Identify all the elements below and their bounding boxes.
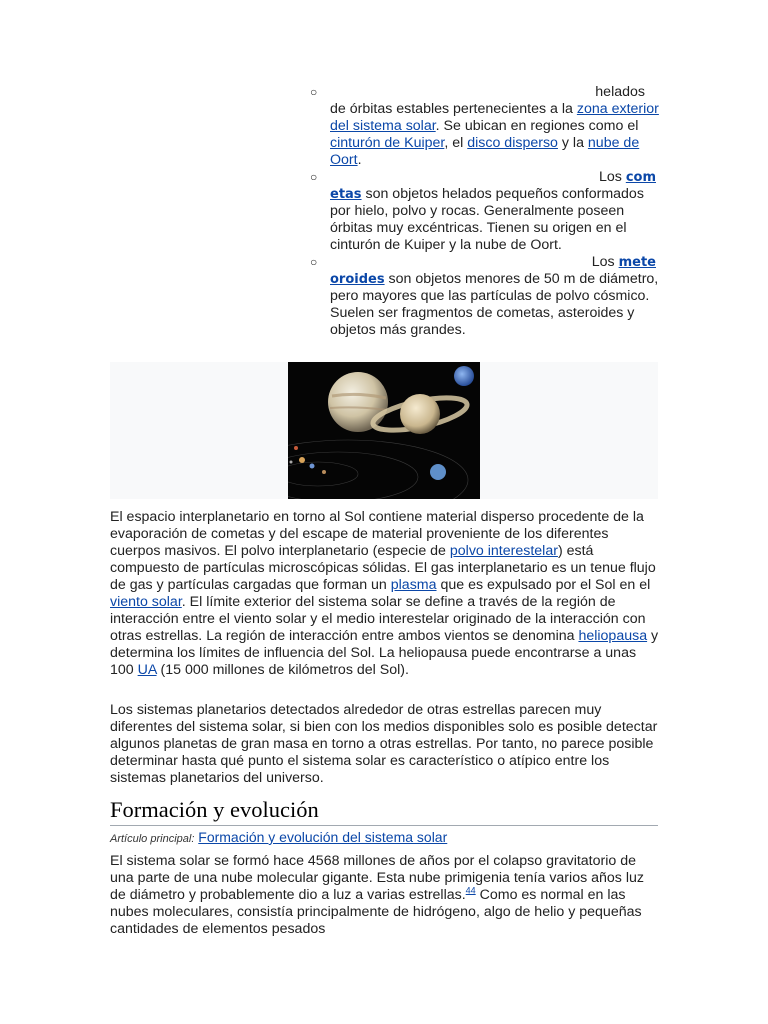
text-run: . Se ubican en regiones como el: [435, 118, 639, 134]
bold-term-link-part[interactable]: com: [625, 170, 656, 185]
list-item: [310, 254, 660, 339]
solar-system-image[interactable]: [288, 362, 480, 499]
main-article-label: Artículo principal:: [110, 833, 195, 845]
text-run: y determina los límites de influencia del Sol. La heliopausa puede encontrarse a unas 100: [110, 628, 659, 678]
text-run: El espacio interplanetario en torno al Sol contiene material disperso procedente de la evaporación de cometas y del escape de material proveniente de los diferentes cuerpos masivos. El polvo interplanetario (especie de: [110, 509, 644, 559]
inline-link[interactable]: polvo interestelar: [449, 543, 558, 559]
bold-term-link-part[interactable]: etas: [330, 187, 362, 202]
paragraph-formation: [110, 853, 660, 938]
text-run: El sistema solar se formó hace 4568 millones de años por el colapso gravitatorio de una parte de una nube molecular gigante. Esta nube primigenia tenía varios años luz de diámetro y probablemente dio a luz a varias estrellas.: [110, 853, 644, 903]
bullet-circle-icon: ○: [310, 255, 318, 269]
main-article-note: [110, 829, 447, 845]
section-heading: Formación y evolución: [110, 797, 658, 826]
paragraph-planetary-systems: [110, 702, 660, 787]
text-run: Los sistemas planetarios detectados alrededor de otras estrellas parecen muy diferentes del sistema solar, si bien con los medios disponibles solo es posible detectar algunos planetas de gran masa en torno a otras estrellas. Por tanto, no parece posible determinar hasta qué punto el sistema solar es característico o atípico entre los sistemas planetarios del universo.: [110, 702, 658, 786]
text-run: Como es normal en las nubes moleculares, consistía principalmente de hidrógeno, algo de helio y pequeñas cantidades de elementos pesados: [110, 887, 642, 937]
text-run: , el: [444, 135, 468, 151]
inline-link[interactable]: zona exterior del sistema solar: [330, 101, 659, 134]
citation: [466, 885, 476, 895]
text-run: de órbitas estables pertenecientes a la: [330, 101, 577, 117]
inline-link[interactable]: nube de Oort: [330, 135, 640, 168]
text-run: que es expulsado por el Sol en el: [436, 577, 651, 593]
citation-link[interactable]: 44: [465, 885, 476, 896]
paragraph-interplanetary-space: [110, 509, 660, 679]
bold-term-link-part[interactable]: oroides: [330, 272, 385, 287]
text-run: son objetos menores de 50 m de diámetro, pero mayores que las partículas de polvo cósmico. Suelen ser fragmentos de cometas, asteroides y objetos más grandes.: [330, 271, 659, 338]
text-run: (15 000 millones de kilómetros del Sol).: [156, 662, 409, 678]
list-item-lead: Los: [591, 254, 615, 270]
list-item-lead: helados: [595, 84, 645, 100]
figure-box: [110, 362, 658, 499]
main-article-link[interactable]: Formación y evolución del sistema solar: [198, 829, 448, 845]
list-item: [310, 169, 660, 254]
list-item: [310, 84, 660, 169]
text-run: y la: [557, 135, 588, 151]
bold-term-link-part[interactable]: mete: [618, 255, 656, 270]
bullet-circle-icon: ○: [310, 85, 318, 99]
inline-link[interactable]: viento solar: [110, 594, 182, 610]
inline-link[interactable]: plasma: [390, 577, 437, 593]
text-run: son objetos helados pequeños conformados por hielo, polvo y rocas. Generalmente poseen órbitas muy excéntricas. Tienen su origen en el cinturón de Kuiper y la nube de Oort.: [330, 186, 644, 253]
inline-link[interactable]: disco disperso: [467, 135, 558, 151]
list-item-lead: Los: [598, 169, 622, 185]
inline-link[interactable]: heliopausa: [578, 628, 648, 644]
text-run: .: [357, 152, 362, 168]
inline-link[interactable]: UA: [137, 662, 157, 678]
text-run: ) está compuesto de partículas microscópicas sólidas. El gas interplanetario es un tenue flujo de gas y partículas cargadas que forman un: [110, 543, 656, 593]
bullet-list: [310, 84, 660, 339]
text-run: . El límite exterior del sistema solar se define a través de la región de interacción entre el viento solar y el medio interestelar originado de la interacción con otras estrellas. La región de interacción entre ambos vientos se denomina: [110, 594, 646, 644]
bullet-circle-icon: ○: [310, 170, 318, 184]
inline-link[interactable]: cinturón de Kuiper: [330, 135, 445, 151]
